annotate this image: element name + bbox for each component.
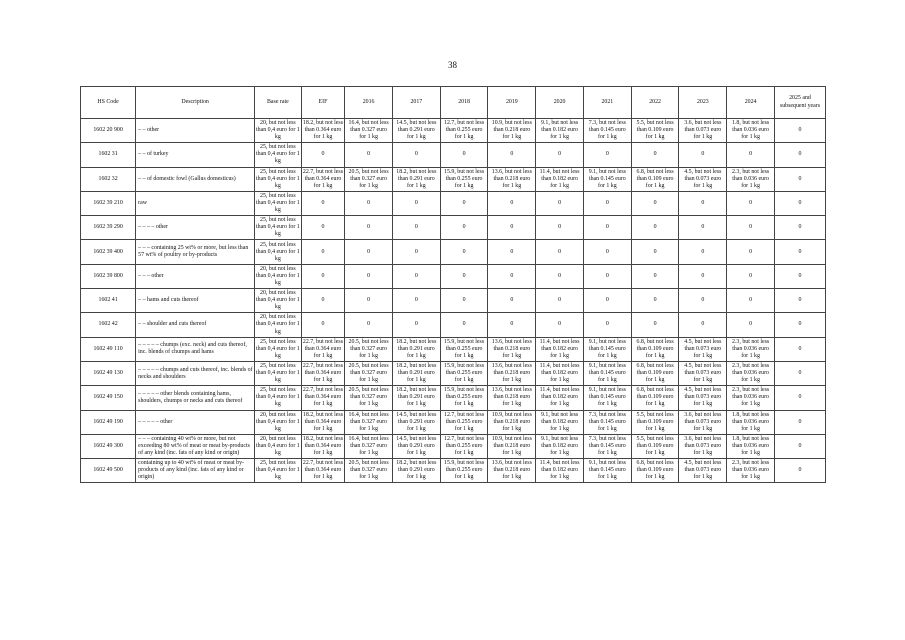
table-row: [81, 143, 826, 167]
rate-2019-cell: 13.6, but not less than 0.218 euro for 1 kg: [488, 459, 536, 483]
rate-2022-cell: 6.8, but not less than 0.109 euro for 1 kg: [631, 167, 679, 191]
rate-2016-cell: 20.5, but not less than 0.327 euro for 1 kg: [345, 337, 393, 361]
rate-2019-cell: 0: [488, 264, 536, 288]
eif-rate-cell: 0: [301, 313, 345, 337]
hs-code-cell: 1602 32: [81, 167, 136, 191]
hs-code-cell: 1602 49 500: [81, 459, 136, 483]
base-rate-cell: 25, but not less than 0,4 euro for 1 kg: [255, 191, 302, 215]
rate-2018-cell: 0: [440, 289, 488, 313]
rate-2020-cell: 0: [536, 289, 584, 313]
rate-2024-cell: 2.3, but not less than 0.036 euro for 1 kg: [727, 361, 775, 385]
base-rate-cell: 25, but not less than 0,4 euro for 1 kg: [255, 143, 302, 167]
base-rate-header: Base rate: [255, 87, 302, 119]
year-2019-header: 2019: [488, 87, 536, 119]
rate-2018-cell: 0: [440, 143, 488, 167]
base-rate-cell: 25, but not less than 0,4 euro for 1 kg: [255, 386, 302, 410]
eif-rate-cell: 22.7, but not less than 0.364 euro for 1 kg: [301, 386, 345, 410]
table-row: [81, 434, 826, 458]
rate-2017-cell: 18.2, but not less than 0.291 euro for 1 kg: [392, 361, 440, 385]
rate-2021-cell: 0: [583, 289, 631, 313]
description-header: Description: [136, 87, 255, 119]
rate-2021-cell: 0: [583, 313, 631, 337]
rate-2017-cell: 0: [392, 191, 440, 215]
rate-2020-cell: 0: [536, 240, 584, 264]
rate-2019-cell: 13.6, but not less than 0.218 euro for 1 kg: [488, 386, 536, 410]
rate-2018-cell: 15.9, but not less than 0.255 euro for 1 kg: [440, 459, 488, 483]
eif-rate-cell: 0: [301, 240, 345, 264]
rate-2023-cell: 0: [679, 313, 727, 337]
rate-2016-cell: 20.5, but not less than 0.327 euro for 1 kg: [345, 361, 393, 385]
rate-2024-cell: 0: [727, 143, 775, 167]
table-row: [81, 386, 826, 410]
rate-2022-cell: 0: [631, 313, 679, 337]
rate-2025-cell: 0: [774, 240, 825, 264]
rate-2024-cell: 1.8, but not less than 0.036 euro for 1 kg: [727, 119, 775, 143]
rate-2017-cell: 0: [392, 240, 440, 264]
rate-2019-cell: 10.9, but not less than 0.218 euro for 1 kg: [488, 119, 536, 143]
table-row: [81, 264, 826, 288]
rate-2023-cell: 0: [679, 264, 727, 288]
rate-2016-cell: 0: [345, 216, 393, 240]
table-row: [81, 361, 826, 385]
rate-2020-cell: 9.1, but not less than 0.182 euro for 1 kg: [536, 119, 584, 143]
rate-2022-cell: 0: [631, 143, 679, 167]
rate-2022-cell: 0: [631, 264, 679, 288]
year-2016-header: 2016: [345, 87, 393, 119]
hs-code-cell: 1602 49 190: [81, 410, 136, 434]
rate-2025-cell: 0: [774, 119, 825, 143]
rate-2023-cell: 3.6, but not less than 0.073 euro for 1 kg: [679, 410, 727, 434]
table-row: [81, 119, 826, 143]
rate-2020-cell: 0: [536, 143, 584, 167]
description-cell: – – – other: [136, 264, 255, 288]
base-rate-cell: 20, but not less than 0,4 euro for 1 kg: [255, 410, 302, 434]
table-row: [81, 459, 826, 483]
rate-2017-cell: 18.2, but not less than 0.291 euro for 1 kg: [392, 459, 440, 483]
eif-rate-cell: 0: [301, 143, 345, 167]
rate-2023-cell: 3.6, but not less than 0.073 euro for 1 kg: [679, 434, 727, 458]
rate-2019-cell: 13.6, but not less than 0.218 euro for 1 kg: [488, 167, 536, 191]
eif-header: EIF: [301, 87, 345, 119]
rate-2023-cell: 0: [679, 240, 727, 264]
eif-rate-cell: 22.7, but not less than 0.364 euro for 1 kg: [301, 337, 345, 361]
table-row: [81, 191, 826, 215]
rate-2017-cell: 14.5, but not less than 0.291 euro for 1 kg: [392, 119, 440, 143]
rate-2025-cell: 0: [774, 264, 825, 288]
base-rate-cell: 20, but not less than 0,4 euro for 1 kg: [255, 264, 302, 288]
base-rate-cell: 25, but not less than 0,4 euro for 1 kg: [255, 167, 302, 191]
rate-2024-cell: 0: [727, 289, 775, 313]
rate-2024-cell: 2.3, but not less than 0.036 euro for 1 kg: [727, 459, 775, 483]
rate-2021-cell: 0: [583, 216, 631, 240]
rate-2016-cell: 0: [345, 313, 393, 337]
rate-2018-cell: 0: [440, 264, 488, 288]
year-2025-header: 2025 and subsequent years: [774, 87, 825, 119]
rate-2020-cell: 11.4, but not less than 0.182 euro for 1 kg: [536, 386, 584, 410]
rate-2025-cell: 0: [774, 386, 825, 410]
eif-rate-cell: 18.2, but not less than 0.364 euro for 1 kg: [301, 119, 345, 143]
rate-2018-cell: 15.9, but not less than 0.255 euro for 1 kg: [440, 167, 488, 191]
rate-2021-cell: 7.3, but not less than 0.145 euro for 1 kg: [583, 119, 631, 143]
page-number: 38: [448, 60, 457, 70]
rate-2023-cell: 4.5, but not less than 0.073 euro for 1 kg: [679, 361, 727, 385]
rate-2024-cell: 2.3, but not less than 0.036 euro for 1 kg: [727, 386, 775, 410]
rate-2019-cell: 0: [488, 216, 536, 240]
base-rate-cell: 25, but not less than 0,4 euro for 1 kg: [255, 337, 302, 361]
rate-2016-cell: 16.4, but not less than 0.327 euro for 1 kg: [345, 119, 393, 143]
rate-2023-cell: 0: [679, 289, 727, 313]
hs-code-cell: 1602 49 110: [81, 337, 136, 361]
rate-2018-cell: 12.7, but not less than 0.255 euro for 1 kg: [440, 410, 488, 434]
rate-2022-cell: 0: [631, 191, 679, 215]
eif-rate-cell: 22.7, but not less than 0.364 euro for 1 kg: [301, 361, 345, 385]
rate-2021-cell: 9.1, but not less than 0.145 euro for 1 kg: [583, 167, 631, 191]
rate-2019-cell: 0: [488, 143, 536, 167]
rate-2018-cell: 0: [440, 216, 488, 240]
table-row: [81, 289, 826, 313]
year-2023-header: 2023: [679, 87, 727, 119]
rate-2020-cell: 0: [536, 313, 584, 337]
rate-2016-cell: 20.5, but not less than 0.327 euro for 1 kg: [345, 386, 393, 410]
rate-2019-cell: 13.6, but not less than 0.218 euro for 1 kg: [488, 337, 536, 361]
rate-2025-cell: 0: [774, 410, 825, 434]
rate-2024-cell: 2.3, but not less than 0.036 euro for 1 kg: [727, 337, 775, 361]
rate-2021-cell: 7.3, but not less than 0.145 euro for 1 kg: [583, 434, 631, 458]
rate-2020-cell: 0: [536, 264, 584, 288]
rate-2017-cell: 18.2, but not less than 0.291 euro for 1 kg: [392, 386, 440, 410]
base-rate-cell: 25, but not less than 0,4 euro for 1 kg: [255, 361, 302, 385]
hs-code-cell: 1602 31: [81, 143, 136, 167]
eif-rate-cell: 0: [301, 264, 345, 288]
rate-2017-cell: 0: [392, 143, 440, 167]
rate-2022-cell: 5.5, but not less than 0.109 euro for 1 kg: [631, 434, 679, 458]
description-cell: – – – – other: [136, 216, 255, 240]
rate-2024-cell: 2.3, but not less than 0.036 euro for 1 kg: [727, 167, 775, 191]
table-row: [81, 167, 826, 191]
eif-rate-cell: 22.7, but not less than 0.364 euro for 1 kg: [301, 167, 345, 191]
rate-2021-cell: 9.1, but not less than 0.145 euro for 1 kg: [583, 386, 631, 410]
rate-2019-cell: 10.9, but not less than 0.218 euro for 1 kg: [488, 410, 536, 434]
hs-code-cell: 1602 49 150: [81, 386, 136, 410]
rate-2016-cell: 16.4, but not less than 0.327 euro for 1 kg: [345, 434, 393, 458]
eif-rate-cell: 0: [301, 191, 345, 215]
rate-2019-cell: 10.9, but not less than 0.218 euro for 1 kg: [488, 434, 536, 458]
year-2022-header: 2022: [631, 87, 679, 119]
rate-2018-cell: 15.9, but not less than 0.255 euro for 1 kg: [440, 386, 488, 410]
eif-rate-cell: 18.2, but not less than 0.364 euro for 1 kg: [301, 434, 345, 458]
rate-2020-cell: 9.1, but not less than 0.182 euro for 1 kg: [536, 434, 584, 458]
description-cell: – – – – – other blends containing hams, shoulders, chumps or necks and cuts thereof: [136, 386, 255, 410]
table-row: [81, 337, 826, 361]
hs-code-cell: 1602 39 400: [81, 240, 136, 264]
hs-code-cell: 1602 39 800: [81, 264, 136, 288]
base-rate-cell: 20, but not less than 0,4 euro for 1 kg: [255, 119, 302, 143]
description-cell: – – of turkey: [136, 143, 255, 167]
rate-2018-cell: 0: [440, 313, 488, 337]
rate-2021-cell: 7.3, but not less than 0.145 euro for 1 kg: [583, 410, 631, 434]
rate-2017-cell: 0: [392, 313, 440, 337]
rate-2022-cell: 6.8, but not less than 0.109 euro for 1 kg: [631, 337, 679, 361]
rate-2020-cell: 9.1, but not less than 0.182 euro for 1 kg: [536, 410, 584, 434]
rate-2016-cell: 0: [345, 264, 393, 288]
base-rate-cell: 25, but not less than 0,4 euro for 1 kg: [255, 216, 302, 240]
table-row: [81, 410, 826, 434]
rate-2021-cell: 9.1, but not less than 0.145 euro for 1 kg: [583, 337, 631, 361]
rate-2017-cell: 0: [392, 216, 440, 240]
rate-2024-cell: 0: [727, 313, 775, 337]
eif-rate-cell: 22.7, but not less than 0.364 euro for 1 kg: [301, 459, 345, 483]
rate-2020-cell: 0: [536, 191, 584, 215]
rate-2022-cell: 6.8, but not less than 0.109 euro for 1 kg: [631, 459, 679, 483]
rate-2017-cell: 0: [392, 264, 440, 288]
year-2018-header: 2018: [440, 87, 488, 119]
rate-2024-cell: 1.8, but not less than 0.036 euro for 1 kg: [727, 434, 775, 458]
rate-2022-cell: 5.5, but not less than 0.109 euro for 1 kg: [631, 119, 679, 143]
rate-2024-cell: 0: [727, 191, 775, 215]
rate-2025-cell: 0: [774, 434, 825, 458]
rate-2021-cell: 0: [583, 240, 631, 264]
hs-code-cell: 1602 42: [81, 313, 136, 337]
rate-2016-cell: 20.5, but not less than 0.327 euro for 1 kg: [345, 167, 393, 191]
rate-2025-cell: 0: [774, 313, 825, 337]
rate-2019-cell: 0: [488, 289, 536, 313]
description-cell: – – – – – other: [136, 410, 255, 434]
hs-code-header: HS Code: [81, 87, 136, 119]
description-cell: – – – containing 25 wt% or more, but less than 57 wt% of poultry or by-products: [136, 240, 255, 264]
description-cell: – – – – – chumps and cuts thereof, inc. blends of necks and shoulders: [136, 361, 255, 385]
hs-code-cell: 1602 49 130: [81, 361, 136, 385]
rate-2016-cell: 0: [345, 143, 393, 167]
rate-2025-cell: 0: [774, 167, 825, 191]
hs-code-cell: 1602 41: [81, 289, 136, 313]
rate-2021-cell: 0: [583, 191, 631, 215]
rate-2019-cell: 13.6, but not less than 0.218 euro for 1 kg: [488, 361, 536, 385]
year-2024-header: 2024: [727, 87, 775, 119]
hs-code-cell: 1602 49 300: [81, 434, 136, 458]
rate-2025-cell: 0: [774, 143, 825, 167]
rate-2022-cell: 6.8, but not less than 0.109 euro for 1 kg: [631, 386, 679, 410]
rate-2023-cell: 3.6, but not less than 0.073 euro for 1 kg: [679, 119, 727, 143]
rate-2021-cell: 0: [583, 264, 631, 288]
hs-code-cell: 1602 39 210: [81, 191, 136, 215]
year-2020-header: 2020: [536, 87, 584, 119]
rate-2016-cell: 0: [345, 240, 393, 264]
table-row: [81, 313, 826, 337]
rate-2019-cell: 0: [488, 313, 536, 337]
rate-2022-cell: 5.5, but not less than 0.109 euro for 1 kg: [631, 410, 679, 434]
rate-2023-cell: 0: [679, 216, 727, 240]
rate-2018-cell: 15.9, but not less than 0.255 euro for 1 kg: [440, 361, 488, 385]
rate-2016-cell: 0: [345, 289, 393, 313]
rate-2022-cell: 0: [631, 240, 679, 264]
rate-2025-cell: 0: [774, 361, 825, 385]
rate-2020-cell: 11.4, but not less than 0.182 euro for 1 kg: [536, 167, 584, 191]
base-rate-cell: 20, but not less than 0,4 euro for 1 kg: [255, 289, 302, 313]
base-rate-cell: 20, but not less than 0,4 euro for 1 kg: [255, 434, 302, 458]
description-cell: – – of domestic fowl (Gallus domesticus): [136, 167, 255, 191]
rate-2019-cell: 0: [488, 191, 536, 215]
rate-2023-cell: 4.5, but not less than 0.073 euro for 1 kg: [679, 459, 727, 483]
rate-2020-cell: 0: [536, 216, 584, 240]
rate-2025-cell: 0: [774, 289, 825, 313]
table-row: [81, 240, 826, 264]
rate-2017-cell: 14.5, but not less than 0.291 euro for 1 kg: [392, 410, 440, 434]
rate-2024-cell: 0: [727, 264, 775, 288]
rate-2018-cell: 12.7, but not less than 0.255 euro for 1 kg: [440, 119, 488, 143]
description-cell: – – – containing 40 wt% or more, but not exceeding 80 wt% of meat or meat by-products of any kind (inc. fats of any kind or origin): [136, 434, 255, 458]
year-2017-header: 2017: [392, 87, 440, 119]
rate-2018-cell: 0: [440, 191, 488, 215]
rate-2024-cell: 0: [727, 240, 775, 264]
rate-2025-cell: 0: [774, 337, 825, 361]
rate-2021-cell: 9.1, but not less than 0.145 euro for 1 kg: [583, 459, 631, 483]
rate-2018-cell: 12.7, but not less than 0.255 euro for 1 kg: [440, 434, 488, 458]
base-rate-cell: 20, but not less than 0,4 euro for 1 kg: [255, 313, 302, 337]
base-rate-cell: 25, but not less than 0,4 euro for 1 kg: [255, 459, 302, 483]
hs-code-cell: 1602 20 900: [81, 119, 136, 143]
rate-2016-cell: 0: [345, 191, 393, 215]
rate-2018-cell: 15.9, but not less than 0.255 euro for 1 kg: [440, 337, 488, 361]
description-cell: – – hams and cuts thereof: [136, 289, 255, 313]
description-cell: – – shoulder and cuts thereof: [136, 313, 255, 337]
rate-2016-cell: 16.4, but not less than 0.327 euro for 1 kg: [345, 410, 393, 434]
rate-2023-cell: 4.5, but not less than 0.073 euro for 1 kg: [679, 386, 727, 410]
rate-2016-cell: 20.5, but not less than 0.327 euro for 1 kg: [345, 459, 393, 483]
rate-2023-cell: 4.5, but not less than 0.073 euro for 1 kg: [679, 167, 727, 191]
rate-2017-cell: 0: [392, 289, 440, 313]
description-cell: containing up to 40 wt% of meat or meat by-products of any kind (inc. fats of any kind or origin): [136, 459, 255, 483]
rate-2017-cell: 18.2, but not less than 0.291 euro for 1 kg: [392, 167, 440, 191]
rate-2021-cell: 0: [583, 143, 631, 167]
description-cell: raw: [136, 191, 255, 215]
eif-rate-cell: 0: [301, 216, 345, 240]
rate-2020-cell: 11.4, but not less than 0.182 euro for 1 kg: [536, 361, 584, 385]
rate-2022-cell: 0: [631, 216, 679, 240]
eif-rate-cell: 0: [301, 289, 345, 313]
description-cell: – – – – – chumps (exc. neck) and cuts thereof, inc. blends of chumps and hams: [136, 337, 255, 361]
rate-2023-cell: 0: [679, 143, 727, 167]
rate-2018-cell: 0: [440, 240, 488, 264]
rate-2023-cell: 0: [679, 191, 727, 215]
year-2021-header: 2021: [583, 87, 631, 119]
rate-2025-cell: 0: [774, 191, 825, 215]
rate-2025-cell: 0: [774, 216, 825, 240]
rate-2017-cell: 18.2, but not less than 0.291 euro for 1 kg: [392, 337, 440, 361]
eif-rate-cell: 18.2, but not less than 0.364 euro for 1 kg: [301, 410, 345, 434]
rate-2025-cell: 0: [774, 459, 825, 483]
rate-2017-cell: 14.5, but not less than 0.291 euro for 1 kg: [392, 434, 440, 458]
rate-2019-cell: 0: [488, 240, 536, 264]
description-cell: – – other: [136, 119, 255, 143]
table-row: [81, 216, 826, 240]
base-rate-cell: 25, but not less than 0,4 euro for 1 kg: [255, 240, 302, 264]
rate-2022-cell: 6.8, but not less than 0.109 euro for 1 kg: [631, 361, 679, 385]
table-header-row: [81, 87, 826, 119]
rate-2020-cell: 11.4, but not less than 0.182 euro for 1 kg: [536, 459, 584, 483]
hs-code-cell: 1602 39 290: [81, 216, 136, 240]
tariff-schedule-table: [80, 86, 826, 483]
rate-2020-cell: 11.4, but not less than 0.182 euro for 1 kg: [536, 337, 584, 361]
rate-2021-cell: 9.1, but not less than 0.145 euro for 1 kg: [583, 361, 631, 385]
rate-2024-cell: 1.8, but not less than 0.036 euro for 1 kg: [727, 410, 775, 434]
rate-2024-cell: 0: [727, 216, 775, 240]
rate-2023-cell: 4.5, but not less than 0.073 euro for 1 kg: [679, 337, 727, 361]
rate-2022-cell: 0: [631, 289, 679, 313]
